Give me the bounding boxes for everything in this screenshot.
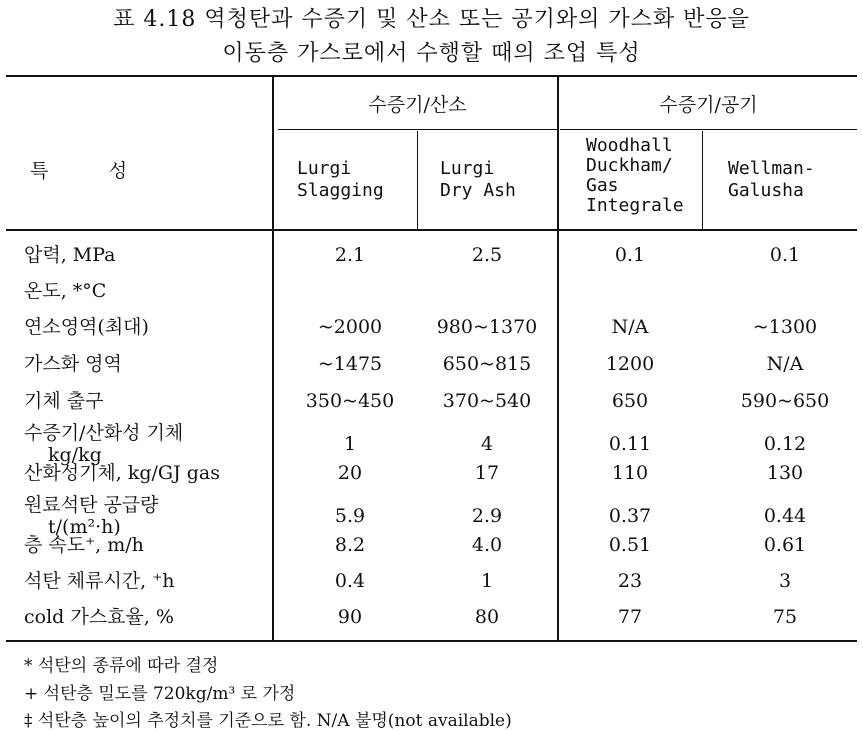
table-cell: N/A (611, 316, 649, 338)
group-header-steam-air: 수증기/공기 (659, 94, 758, 116)
table-cell: ~2000 (317, 316, 383, 338)
property-column-divider (272, 77, 274, 640)
table-cell: 20 (337, 462, 363, 484)
table-cell: 1 (343, 433, 357, 455)
table-cell: 77 (617, 606, 643, 628)
table-cell: 1 (480, 570, 494, 592)
row-label: 석탄 체류시간, ⁺h (24, 570, 175, 592)
table-cell: 0.51 (608, 534, 652, 556)
table-cell: 350~450 (305, 390, 395, 412)
header-bottom-rule (6, 229, 857, 231)
table-cell: 0.1 (614, 244, 646, 266)
column-header-woodhall-duckham: Woodhall Duckham/ Gas Integrale (586, 135, 684, 216)
table-cell: 0.11 (608, 433, 652, 455)
table-cell: 0.44 (763, 505, 807, 527)
table-cell: 370~540 (442, 390, 532, 412)
table-cell: 650 (611, 390, 649, 412)
table-cell: 980~1370 (436, 316, 538, 338)
group-subrule-right (560, 129, 857, 130)
group-header-steam-oxygen: 수증기/산소 (368, 94, 467, 116)
row-label: 층 속도⁺, m/h (24, 534, 144, 556)
table-cell: 0.37 (608, 505, 652, 527)
row-label: 원료석탄 공급량 t/(m²·h) (24, 494, 159, 538)
table-cell: 1200 (605, 353, 655, 375)
column-header-wellman-galusha: Wellman- Galusha (728, 158, 815, 201)
table-cell: 2.5 (471, 244, 503, 266)
property-header: 특 성 (30, 160, 128, 182)
table-title-line-1: 표 4.18 역청탄과 수증기 및 산소 또는 공기와의 가스화 반응을 (113, 7, 750, 32)
footnote-3: ‡ 석탄층 높이의 추정치를 기준으로 함. N/A 불명(not available) (24, 711, 512, 731)
row-label: 산화성기체, kg/GJ gas (24, 462, 221, 484)
table-cell: 4.0 (471, 534, 503, 556)
table-cell: ~1475 (317, 353, 383, 375)
row-label: 압력, MPa (24, 244, 116, 266)
table-cell: 8.2 (334, 534, 366, 556)
table-cell: 0.12 (763, 433, 807, 455)
row-label: 수증기/산화성 기체 kg/kg (24, 422, 184, 466)
table-bottom-rule (6, 640, 857, 642)
table-cell: 5.9 (334, 505, 366, 527)
table-cell: 2.1 (334, 244, 366, 266)
table-cell: 80 (474, 606, 500, 628)
table-cell: 0.1 (769, 244, 801, 266)
group-divider (557, 77, 559, 640)
footnote-1: * 석탄의 종류에 따라 결정 (24, 656, 219, 676)
table-cell: 90 (337, 606, 363, 628)
row-label: 기체 출구 (24, 390, 104, 412)
table-cell: 75 (772, 606, 798, 628)
row-label: cold 가스효율, % (24, 606, 174, 628)
table-cell: 590~650 (740, 390, 830, 412)
table-cell: ~1300 (752, 316, 818, 338)
group-subrule-left (278, 129, 557, 130)
row-label: 연소영역(최대) (24, 316, 149, 338)
table-cell: 0.61 (763, 534, 807, 556)
table-cell: N/A (766, 353, 804, 375)
table-cell: 130 (766, 462, 804, 484)
table-cell: 23 (617, 570, 643, 592)
col-divider-1 (417, 131, 418, 229)
column-header-lurgi-dry-ash: Lurgi Dry Ash (440, 158, 516, 201)
table-cell: 17 (474, 462, 500, 484)
footnote-2: + 석탄층 밀도를 720kg/m³ 로 가정 (24, 684, 296, 704)
top-rule (6, 75, 857, 77)
row-label: 가스화 영역 (24, 353, 122, 375)
column-header-lurgi-slagging: Lurgi Slagging (297, 158, 384, 201)
col-divider-3 (702, 131, 703, 229)
table-cell: 0.4 (334, 570, 366, 592)
table-title-line-2: 이동층 가스로에서 수행할 때의 조업 특성 (222, 41, 641, 66)
table-cell: 4 (480, 433, 494, 455)
row-label: 온도, *°C (24, 280, 107, 302)
table-cell: 110 (611, 462, 649, 484)
table-cell: 2.9 (471, 505, 503, 527)
table-cell: 3 (778, 570, 792, 592)
table-cell: 650~815 (442, 353, 532, 375)
